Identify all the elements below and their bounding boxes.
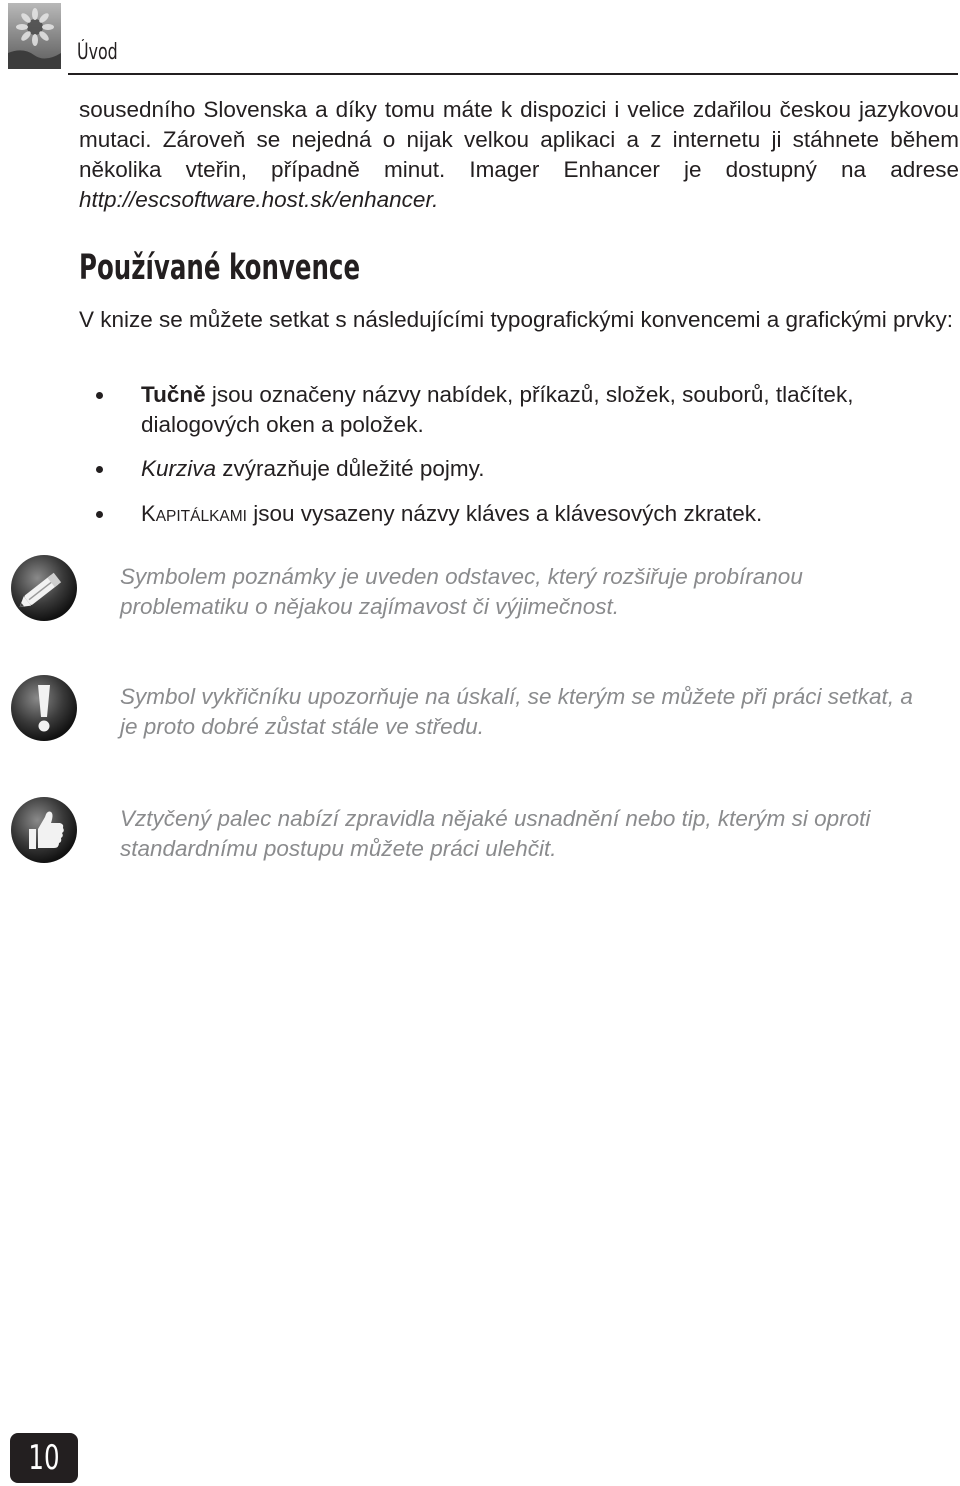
warning-text: Symbol vykřičníku upozorňuje na úskalí, se kterým se můžete při práci setkat, a je proto dobré zůstat stále ve středu. [120, 684, 913, 739]
section-heading: Používané konvence [79, 248, 361, 288]
bullet-text: jsou označeny názvy nabídek, příkazů, složek, souborů, tlačítek, dialogových oken a položek. [141, 382, 854, 437]
italic-example: Kurziva [141, 456, 217, 481]
list-item [79, 499, 959, 532]
list-item [79, 454, 959, 484]
section-title: Úvod [77, 40, 118, 65]
bullet-text: jsou vysazeny názvy kláves a klávesových zkratek. [247, 501, 763, 526]
conventions-list [79, 380, 959, 547]
bullet-icon [96, 511, 103, 518]
small-caps-example-rest: APITÁLKAMI [155, 508, 247, 525]
small-caps-example-initial: K [141, 501, 156, 526]
bullet-text: zvýrazňuje důležité pojmy. [216, 456, 485, 481]
pencil-icon [9, 553, 79, 623]
enhancer-url: http://escsoftware.host.sk/enhancer. [79, 187, 439, 212]
tip-text: Vztyčený palec nabízí zpravidla nějaké usnadnění nebo tip, kterým si oproti standardnímu postupu můžete práci ulehčit. [120, 806, 871, 861]
sunflower-photo-icon [8, 3, 61, 69]
bullet-icon [96, 392, 103, 399]
conventions-intro: V knize se můžete setkat s následujícími typografickými konvencemi a grafickými prvky: [79, 307, 954, 332]
list-item [79, 380, 959, 440]
note-text: Symbolem poznámky je uveden odstavec, který rozšiřuje probíranou problematiku o nějakou zajímavost či výjimečnost. [120, 564, 803, 619]
intro-text: sousedního Slovenska a díky tomu máte k dispozici i velice zdařilou českou jazykovou mutaci. Zároveň se nejedná o nijak velkou aplikaci a z internetu ji stáhnete během několika vteřin, případně minut. Imager Enhancer je dostupný na adrese [79, 97, 959, 182]
page-number: 10 [28, 1438, 60, 1478]
page-number-badge [10, 1433, 78, 1483]
header-divider [68, 73, 958, 75]
bullet-icon [96, 466, 103, 473]
exclamation-icon [9, 673, 79, 743]
thumbs-up-icon [9, 795, 79, 865]
bold-example: Tučně [141, 382, 206, 407]
intro-paragraph [79, 95, 959, 215]
